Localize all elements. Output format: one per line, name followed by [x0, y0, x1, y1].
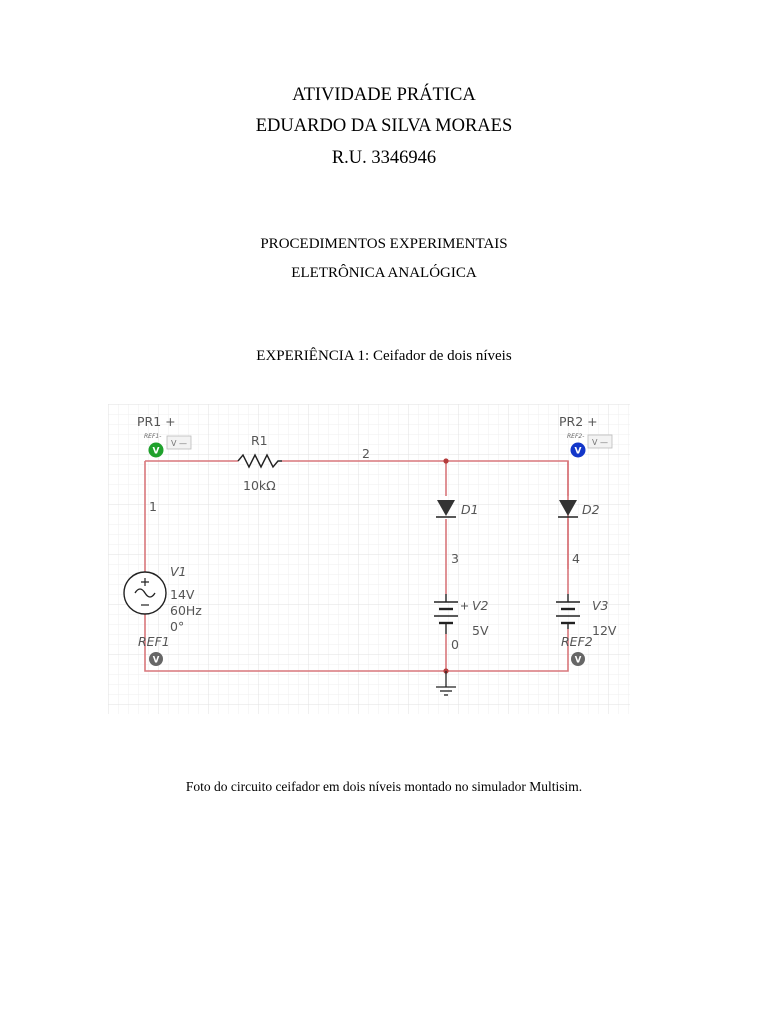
- circuit-schematic: [108, 404, 630, 714]
- node-label-2: 2: [362, 446, 370, 461]
- node-label-4: 4: [572, 551, 580, 566]
- author-name: EDUARDO DA SILVA MORAES: [255, 116, 513, 136]
- v1-phase: 0°: [170, 619, 185, 634]
- d2-name: D2: [582, 502, 600, 517]
- v1-frequency: 60Hz: [170, 603, 202, 618]
- ac-source-v1[interactable]: [124, 572, 166, 614]
- probe2-readout: [588, 435, 612, 448]
- v2-value: 5V: [472, 623, 489, 638]
- ref2-badge: V: [574, 655, 582, 666]
- probe2-label: PR2 +: [559, 414, 598, 429]
- ref1-badge: V: [152, 655, 160, 666]
- document-title: ATIVIDADE PRÁTICA: [292, 85, 476, 105]
- v1-name: V1: [170, 564, 187, 579]
- figure-caption: Foto do circuito ceifador em dois níveis montado no simulador Multisim.: [185, 779, 583, 794]
- probe1-ref-label: REF1-: [144, 433, 162, 440]
- probe2-badge: V: [574, 446, 582, 457]
- d1-name: D1: [461, 502, 479, 517]
- registration-number: R.U. 3346946: [331, 148, 437, 168]
- section-heading: PROCEDIMENTOS EXPERIMENTAIS: [260, 236, 508, 252]
- course-name: ELETRÔNICA ANALÓGICA: [291, 265, 477, 281]
- node-label-1: 1: [149, 499, 157, 514]
- probe1-readout: [167, 436, 191, 449]
- r1-name: R1: [251, 433, 268, 448]
- v3-value: 12V: [592, 623, 617, 638]
- junction-node-2: [443, 458, 448, 463]
- v1-voltage: 14V: [170, 587, 195, 602]
- node-label-0: 0: [451, 637, 459, 652]
- ref2-label: REF2: [561, 634, 593, 649]
- probe1-label: PR1 +: [137, 414, 176, 429]
- r1-value: 10kΩ: [243, 478, 276, 493]
- v3-name: V3: [592, 598, 609, 613]
- node-label-3: 3: [451, 551, 459, 566]
- ref1-marker[interactable]: [149, 652, 163, 666]
- experiment-title: EXPERIÊNCIA 1: Ceifador de dois níveis: [256, 348, 512, 364]
- probe2-readout-text: V —: [591, 438, 609, 447]
- probe2-ref-label: REF2-: [567, 433, 585, 440]
- v2-name: V2: [472, 598, 489, 613]
- probe2-marker[interactable]: [571, 443, 586, 458]
- ref1-label: REF1: [138, 634, 170, 649]
- ref2-marker[interactable]: [571, 652, 585, 666]
- probe1-readout-text: V —: [170, 439, 188, 448]
- probe1-badge: V: [152, 446, 160, 457]
- probe1-marker[interactable]: [149, 443, 164, 458]
